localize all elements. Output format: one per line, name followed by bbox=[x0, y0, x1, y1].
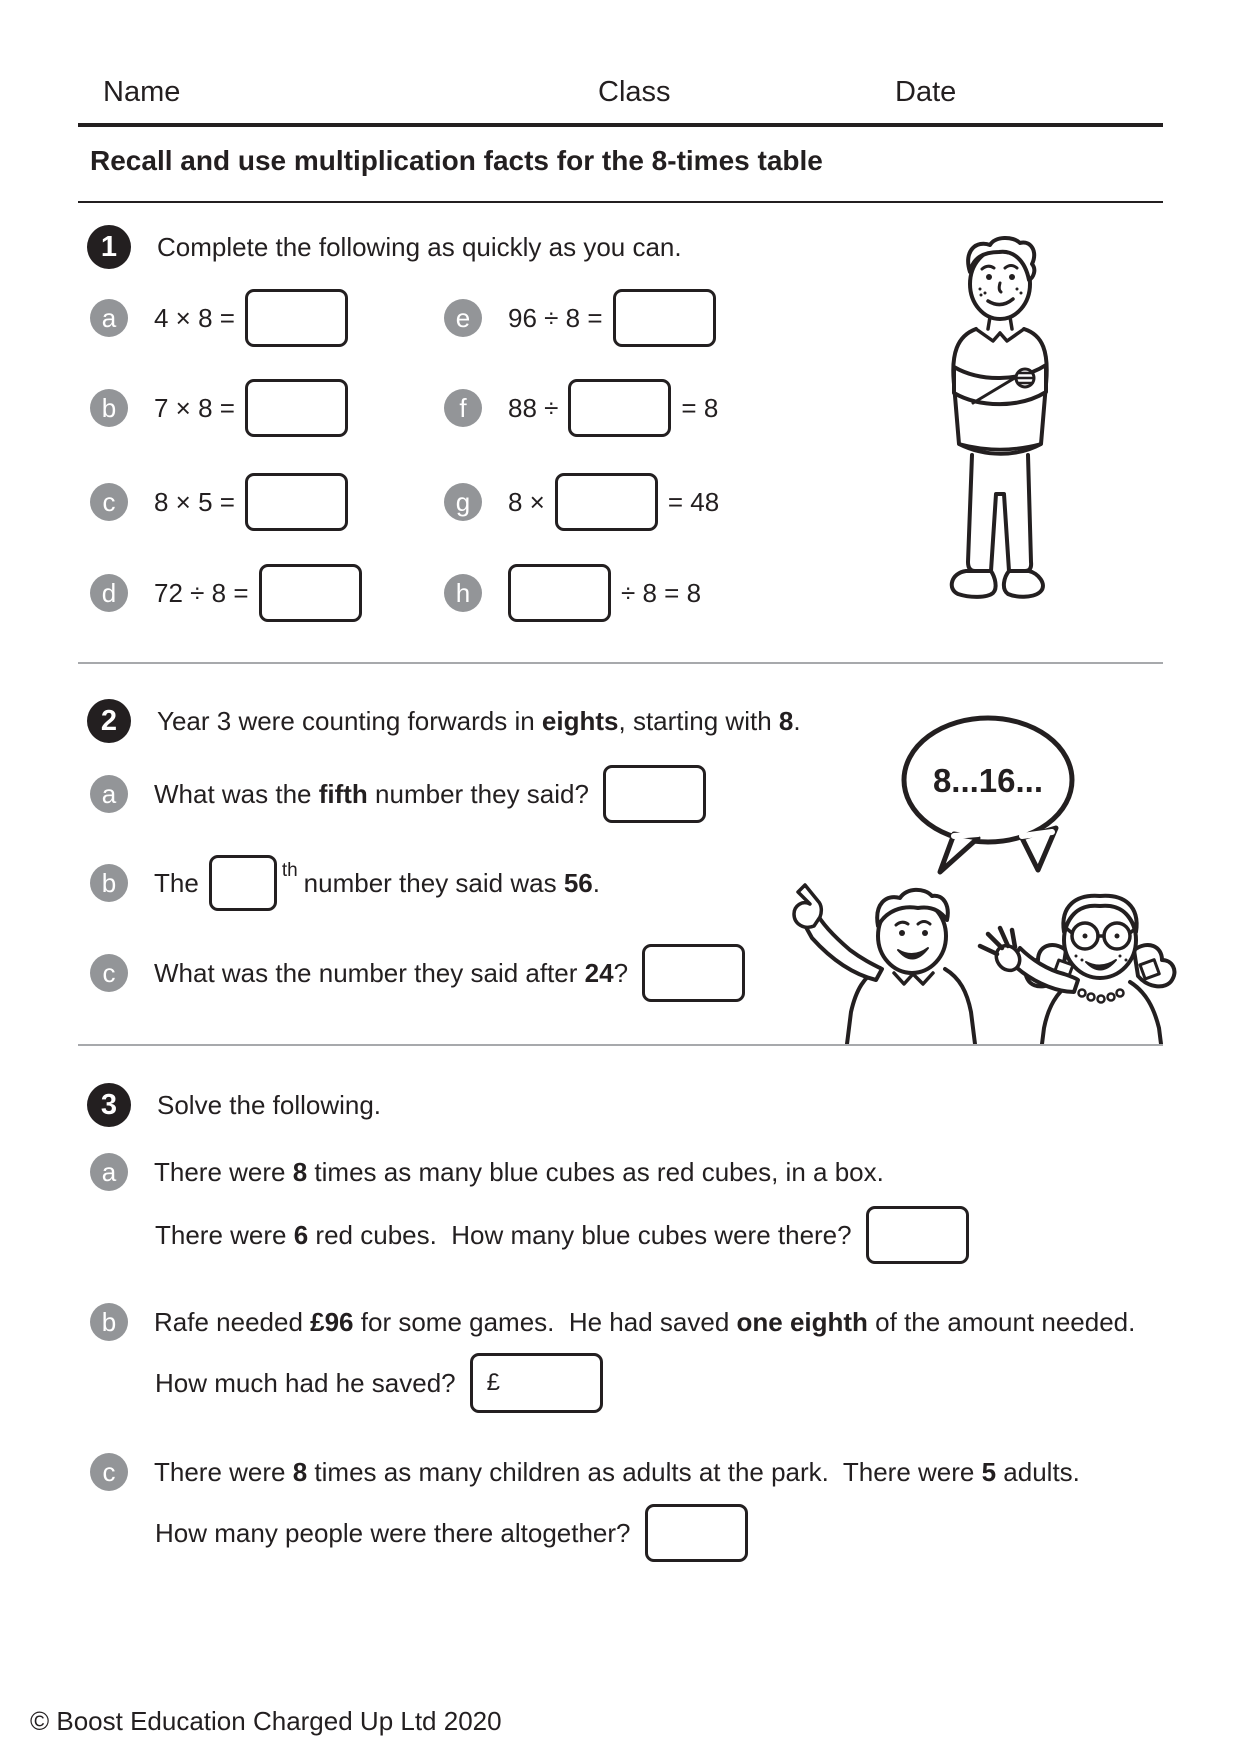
q1-e-equation: 96 ÷ 8 = bbox=[508, 302, 603, 333]
q2-b-ordinal-suffix: th bbox=[281, 860, 298, 881]
header-rule bbox=[78, 123, 1163, 127]
copyright-notice: © Boost Education Charged Up Ltd 2020 bbox=[30, 1706, 502, 1736]
q1-number-badge: 1 bbox=[87, 225, 131, 269]
q1-item-a bbox=[90, 287, 348, 349]
q1-g-equation-before: 8 × bbox=[508, 486, 545, 517]
q1-h-answer-box[interactable] bbox=[508, 564, 611, 622]
q3-a-text-line1: There were 8 times as many blue cubes as red cubes, in a box. bbox=[154, 1156, 884, 1187]
section-divider-1 bbox=[78, 662, 1163, 664]
q3-a-text-line2: There were 6 red cubes. How many blue cubes were there? bbox=[155, 1219, 852, 1250]
q1-b-letter-badge: b bbox=[90, 389, 128, 427]
q3-c-letter-badge: c bbox=[90, 1453, 128, 1491]
q3-prompt: Solve the following. bbox=[157, 1089, 382, 1120]
q1-prompt: Complete the following as quickly as you can. bbox=[157, 231, 682, 262]
q1-f-equation-before: 88 ÷ bbox=[508, 392, 559, 423]
q2-a-answer-box[interactable] bbox=[603, 765, 706, 823]
q3-c-text-line1: There were 8 times as many children as adults at the park. There were 5 adults. bbox=[154, 1456, 1080, 1487]
q2-number-badge: 2 bbox=[87, 699, 131, 743]
q2-item-b bbox=[90, 852, 600, 914]
q2-c-answer-box[interactable] bbox=[642, 944, 745, 1002]
q1-b-equation: 7 × 8 = bbox=[154, 392, 235, 423]
q1-d-equation: 72 ÷ 8 = bbox=[154, 577, 249, 608]
q2-item-c bbox=[90, 942, 745, 1004]
q2-item-a bbox=[90, 763, 706, 825]
q1-e-letter-badge: e bbox=[444, 299, 482, 337]
q1-item-b bbox=[90, 377, 348, 439]
q3-b-answer-box[interactable] bbox=[470, 1353, 603, 1413]
q3-prompt-row bbox=[87, 1075, 381, 1135]
q1-item-e bbox=[444, 287, 716, 349]
q2-intro: Year 3 were counting forwards in eights, starting with 8. bbox=[157, 705, 801, 736]
q2-b-question: number they said was 56. bbox=[303, 867, 600, 898]
q3-b-letter-badge: b bbox=[90, 1303, 128, 1341]
page-title: Recall and use multiplication facts for the 8-times table bbox=[90, 145, 823, 176]
q2-prompt-row bbox=[87, 691, 801, 751]
q3-b-text-line2: How much had he saved? bbox=[155, 1367, 456, 1398]
q1-b-answer-box[interactable] bbox=[245, 379, 348, 437]
q1-d-letter-badge: d bbox=[90, 574, 128, 612]
q3-item-c-line1 bbox=[90, 1442, 1080, 1502]
q1-item-d bbox=[90, 562, 362, 624]
pointing-boy bbox=[794, 885, 975, 1044]
q3-b-text-line1: Rafe needed £96 for some games. He had saved one eighth of the amount needed. bbox=[154, 1306, 1136, 1337]
q2-b-letter-badge: b bbox=[90, 864, 128, 902]
title-rule bbox=[78, 201, 1163, 203]
q1-g-equation-after: = 48 bbox=[667, 486, 720, 517]
boy-arms-crossed-illustration bbox=[925, 232, 1075, 634]
kids-illustration bbox=[770, 712, 1195, 1044]
class-label: Class bbox=[598, 76, 671, 108]
q1-g-letter-badge: g bbox=[444, 483, 482, 521]
q3-c-text-line2: How many people were there altogether? bbox=[155, 1517, 631, 1548]
q3-number-badge: 3 bbox=[87, 1083, 131, 1127]
q2-a-letter-badge: a bbox=[90, 775, 128, 813]
q3-item-a-line1 bbox=[90, 1142, 884, 1202]
q1-item-c bbox=[90, 471, 348, 533]
q1-c-letter-badge: c bbox=[90, 483, 128, 521]
waving-girl bbox=[980, 896, 1174, 1044]
q1-a-equation: 4 × 8 = bbox=[154, 302, 235, 333]
q1-f-letter-badge: f bbox=[444, 389, 482, 427]
q3-item-a-line2 bbox=[155, 1204, 969, 1266]
date-label: Date bbox=[895, 76, 957, 108]
q1-a-answer-box[interactable] bbox=[245, 289, 348, 347]
q3-item-b-line2 bbox=[155, 1352, 603, 1414]
q3-item-b-line1 bbox=[90, 1292, 1135, 1352]
q2-c-question: What was the number they said after 24? bbox=[154, 957, 629, 988]
q2-c-letter-badge: c bbox=[90, 954, 128, 992]
q1-f-answer-box[interactable] bbox=[568, 379, 671, 437]
q3-item-c-line2 bbox=[155, 1502, 748, 1564]
q1-item-h bbox=[444, 562, 701, 624]
q2-b-answer-box[interactable] bbox=[209, 855, 277, 911]
q3-c-answer-box[interactable] bbox=[645, 1504, 748, 1562]
q1-f-equation-after: = 8 bbox=[681, 392, 719, 423]
q1-h-equation-after: ÷ 8 = 8 bbox=[621, 577, 702, 608]
q1-e-answer-box[interactable] bbox=[613, 289, 716, 347]
q3-a-letter-badge: a bbox=[90, 1153, 128, 1191]
q2-b-lead-text: The bbox=[154, 867, 199, 898]
speech-bubble bbox=[904, 718, 1072, 872]
q3-a-answer-box[interactable] bbox=[866, 1206, 969, 1264]
q1-d-answer-box[interactable] bbox=[259, 564, 362, 622]
q1-g-answer-box[interactable] bbox=[555, 473, 658, 531]
q1-prompt-row bbox=[87, 217, 682, 277]
pound-sign: £ bbox=[486, 1369, 500, 1396]
speech-bubble-text: 8...16... bbox=[932, 762, 1044, 799]
q1-c-equation: 8 × 5 = bbox=[154, 486, 235, 517]
name-label: Name bbox=[103, 76, 181, 108]
q1-c-answer-box[interactable] bbox=[245, 473, 348, 531]
section-divider-2 bbox=[78, 1044, 1163, 1046]
q2-a-question: What was the fifth number they said? bbox=[154, 778, 589, 809]
q1-h-letter-badge: h bbox=[444, 574, 482, 612]
q1-item-g bbox=[444, 471, 719, 533]
q1-item-f bbox=[444, 377, 718, 439]
q1-a-letter-badge: a bbox=[90, 299, 128, 337]
